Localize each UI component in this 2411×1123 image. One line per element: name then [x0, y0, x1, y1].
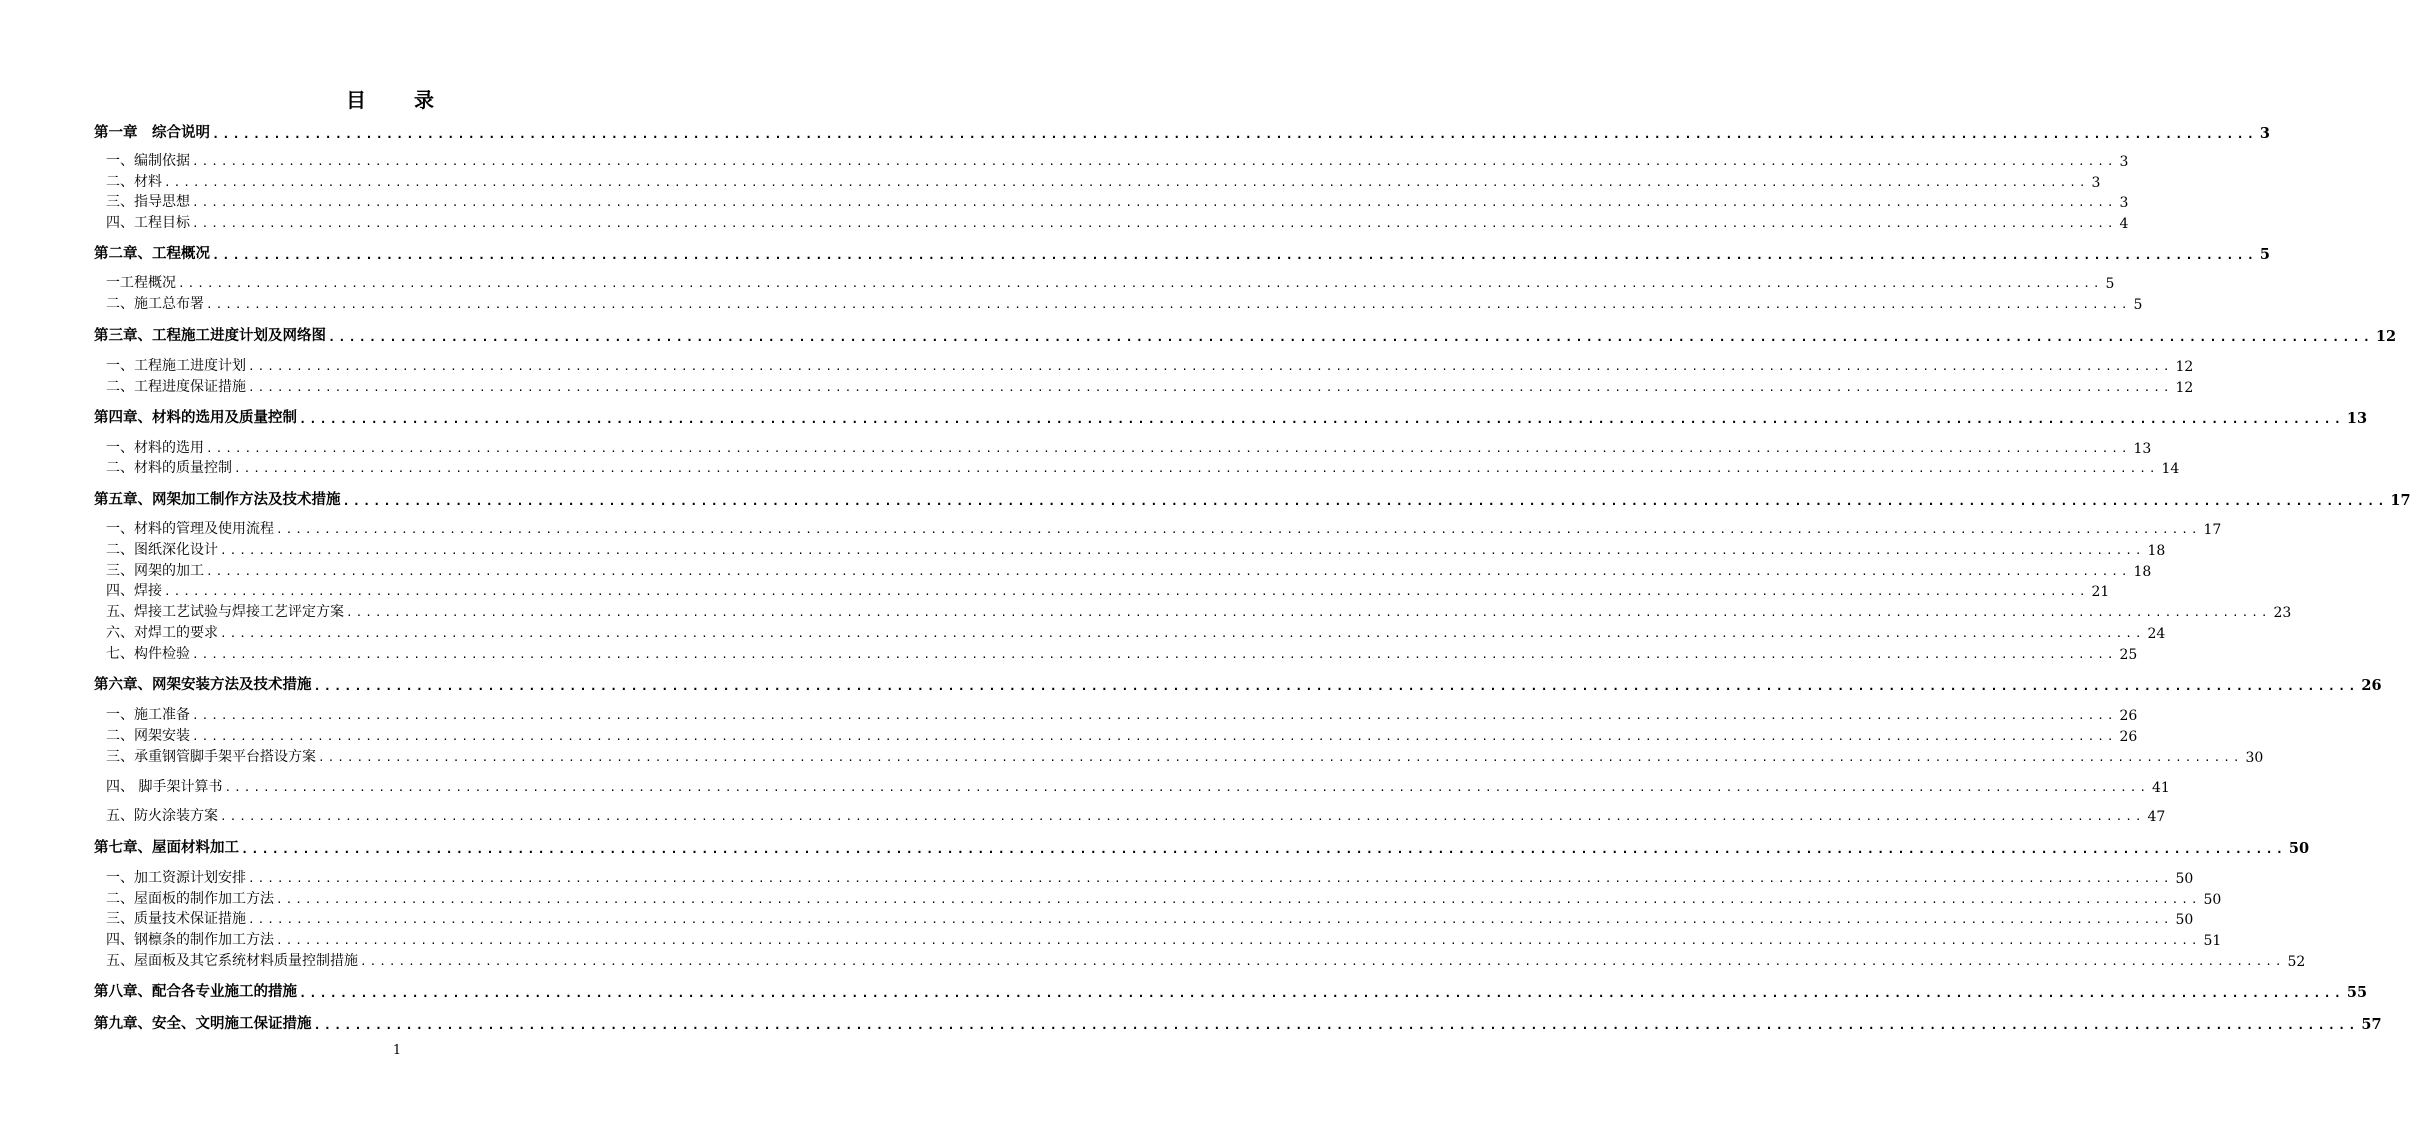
toc-entry-label: 六、对焊工的要求	[106, 625, 218, 641]
toc-dot-leader: ........................................................................................................................................................................................................	[192, 709, 2117, 722]
toc-entry-label: 五、防火涂装方案	[106, 808, 218, 824]
footer-page-number: 1	[392, 1043, 402, 1058]
toc-chapter-entry[interactable]	[94, 405, 2368, 427]
toc-entry-label: 四、 脚手架计算书	[106, 779, 223, 795]
page-title: 目 录	[346, 88, 448, 112]
toc-dot-leader: ........................................................................................................................................................................................................	[192, 217, 2117, 230]
toc-entry-label: 七、构件检验	[106, 646, 190, 662]
toc-section-entry[interactable]	[94, 537, 2166, 559]
toc-section-entry[interactable]	[94, 886, 2222, 908]
toc-entry-page-number: 5	[2259, 246, 2271, 263]
toc-section-entry[interactable]	[94, 189, 2129, 211]
toc-entry-label: 一、材料的选用	[106, 440, 204, 456]
toc-dot-leader: ........................................................................................................................................................................................................	[206, 442, 2131, 455]
toc-entry-label: 第四章、材料的选用及质量控制	[94, 409, 297, 426]
toc-entry-label: 三、质量技术保证措施	[106, 911, 246, 927]
toc-section-entry[interactable]	[94, 927, 2222, 949]
toc-entry-page-number: 17	[2390, 492, 2411, 509]
toc-section-entry[interactable]	[94, 906, 2194, 928]
toc-entry-label: 一、施工准备	[106, 707, 190, 723]
toc-chapter-entry[interactable]	[94, 241, 2271, 263]
toc-entry-page-number: 24	[2147, 626, 2166, 642]
toc-dot-leader: ........................................................................................................................................................................................................	[206, 565, 2131, 578]
toc-section-entry[interactable]	[94, 374, 2194, 396]
toc-entry-label: 三、网架的加工	[106, 563, 204, 579]
toc-dot-leader: ........................................................................................................................................................................................................	[192, 730, 2117, 743]
toc-entry-label: 二、工程进度保证措施	[106, 379, 246, 395]
toc-entry-page-number: 12	[2375, 328, 2397, 345]
toc-entry-page-number: 21	[2091, 584, 2110, 600]
toc-chapter-entry[interactable]	[94, 835, 2310, 857]
toc-dot-leader: ........................................................................................................................................................................................................	[192, 196, 2117, 209]
toc-section-entry[interactable]	[94, 435, 2152, 457]
toc-entry-label: 二、施工总布署	[106, 296, 204, 312]
toc-dot-leader: ........................................................................................................................................................................................................	[178, 277, 2103, 290]
toc-entry-page-number: 57	[2361, 1016, 2382, 1033]
toc-entry-label: 一、编制依据	[106, 153, 190, 169]
toc-entry-page-number: 26	[2119, 729, 2138, 745]
toc-dot-leader: ........................................................................................................................................................................................................	[313, 679, 2359, 693]
toc-entry-page-number: 52	[2287, 954, 2306, 970]
toc-dot-leader: ........................................................................................................................................................................................................	[220, 810, 2145, 823]
toc-entry-label: 一、加工资源计划安排	[106, 870, 246, 886]
toc-dot-leader: ........................................................................................................................................................................................................	[346, 606, 2271, 619]
toc-section-entry[interactable]	[94, 803, 2166, 825]
toc-entry-page-number: 55	[2346, 984, 2368, 1001]
toc-entry-page-number: 5	[2105, 276, 2115, 292]
toc-dot-leader: ........................................................................................................................................................................................................	[248, 360, 2173, 373]
toc-entry-label: 第二章、工程概况	[94, 245, 210, 262]
toc-entry-page-number: 25	[2119, 647, 2138, 663]
toc-entry-page-number: 13	[2133, 441, 2152, 457]
toc-entry-label: 二、材料的质量控制	[106, 460, 232, 476]
toc-dot-leader: ........................................................................................................................................................................................................	[248, 913, 2173, 926]
toc-dot-leader: ........................................................................................................................................................................................................	[299, 412, 2344, 426]
toc-dot-leader: ........................................................................................................................................................................................................	[276, 523, 2201, 536]
toc-entry-label: 二、材料	[106, 174, 162, 190]
toc-section-entry[interactable]	[94, 169, 2101, 191]
toc-section-entry[interactable]	[94, 578, 2110, 600]
toc-chapter-entry[interactable]	[94, 979, 2368, 1001]
toc-dot-leader: ........................................................................................................................................................................................................	[164, 585, 2089, 598]
toc-entry-page-number: 50	[2175, 871, 2194, 887]
toc-entry-page-number: 50	[2288, 840, 2310, 857]
toc-dot-leader: ........................................................................................................................................................................................................	[224, 781, 2149, 794]
toc-chapter-entry[interactable]	[94, 120, 2271, 142]
toc-entry-label: 第八章、配合各专业施工的措施	[94, 983, 297, 1000]
toc-section-entry[interactable]	[94, 723, 2138, 745]
toc-dot-leader: ........................................................................................................................................................................................................	[192, 648, 2117, 661]
toc-entry-page-number: 51	[2203, 933, 2222, 949]
toc-entry-page-number: 17	[2203, 522, 2222, 538]
toc-dot-leader: ........................................................................................................................................................................................................	[192, 155, 2117, 168]
toc-entry-page-number: 23	[2273, 605, 2292, 621]
toc-section-entry[interactable]	[94, 210, 2129, 232]
toc-dot-leader: ........................................................................................................................................................................................................	[164, 176, 2089, 189]
toc-dot-leader: ........................................................................................................................................................................................................	[212, 127, 2257, 141]
toc-entry-label: 五、焊接工艺试验与焊接工艺评定方案	[106, 604, 344, 620]
toc-entry-label: 第七章、屋面材料加工	[94, 839, 239, 856]
toc-entry-page-number: 50	[2175, 912, 2194, 928]
toc-section-entry[interactable]	[94, 455, 2180, 477]
toc-entry-page-number: 4	[2119, 216, 2129, 232]
toc-dot-leader: ........................................................................................................................................................................................................	[212, 248, 2257, 262]
toc-section-entry[interactable]	[94, 865, 2194, 887]
toc-section-entry[interactable]	[94, 270, 2115, 292]
toc-entry-page-number: 18	[2133, 564, 2152, 580]
toc-dot-leader: ........................................................................................................................................................................................................	[276, 934, 2201, 947]
toc-entry-label: 一、材料的管理及使用流程	[106, 521, 274, 537]
toc-dot-leader: ........................................................................................................................................................................................................	[248, 872, 2173, 885]
toc-entry-label: 一、工程施工进度计划	[106, 358, 246, 374]
toc-dot-leader: ........................................................................................................................................................................................................	[276, 893, 2201, 906]
toc-section-entry[interactable]	[94, 641, 2138, 663]
toc-chapter-entry[interactable]	[94, 487, 2411, 509]
toc-section-entry[interactable]	[94, 516, 2222, 538]
toc-entry-page-number: 12	[2175, 380, 2194, 396]
toc-entry-page-number: 30	[2245, 750, 2264, 766]
toc-dot-leader: ........................................................................................................................................................................................................	[360, 955, 2285, 968]
toc-entry-label: 四、工程目标	[106, 215, 190, 231]
toc-entry-page-number: 3	[2259, 125, 2271, 142]
toc-entry-page-number: 26	[2119, 708, 2138, 724]
toc-entry-page-number: 47	[2147, 809, 2166, 825]
toc-dot-leader: ........................................................................................................................................................................................................	[241, 842, 2286, 856]
toc-entry-label: 一工程概况	[106, 275, 176, 291]
toc-entry-page-number: 12	[2175, 359, 2194, 375]
toc-entry-label: 四、焊接	[106, 583, 162, 599]
toc-dot-leader: ........................................................................................................................................................................................................	[342, 494, 2388, 508]
toc-entry-label: 三、承重钢管脚手架平台搭设方案	[106, 749, 316, 765]
toc-chapter-entry[interactable]	[94, 1011, 2382, 1033]
toc-section-entry[interactable]	[94, 948, 2306, 970]
toc-entry-label: 第六章、网架安装方法及技术措施	[94, 676, 312, 693]
toc-section-entry[interactable]	[94, 291, 2143, 313]
toc-section-entry[interactable]	[94, 702, 2138, 724]
toc-section-entry[interactable]	[94, 148, 2129, 170]
toc-entry-label: 四、钢檩条的制作加工方法	[106, 932, 274, 948]
toc-entry-page-number: 26	[2361, 677, 2382, 694]
toc-chapter-entry[interactable]	[94, 323, 2397, 345]
toc-entry-page-number: 3	[2119, 195, 2129, 211]
toc-dot-leader: ........................................................................................................................................................................................................	[234, 462, 2159, 475]
toc-dot-leader: ........................................................................................................................................................................................................	[206, 298, 2131, 311]
toc-dot-leader: ........................................................................................................................................................................................................	[220, 627, 2145, 640]
toc-section-entry[interactable]	[94, 599, 2292, 621]
toc-dot-leader: ........................................................................................................................................................................................................	[328, 330, 2373, 344]
toc-section-entry[interactable]	[94, 744, 2264, 766]
toc-entry-label: 第三章、工程施工进度计划及网络图	[94, 327, 326, 344]
toc-entry-page-number: 50	[2203, 892, 2222, 908]
toc-entry-label: 五、屋面板及其它系统材料质量控制措施	[106, 953, 358, 969]
toc-entry-label: 第一章 综合说明	[94, 124, 210, 141]
toc-entry-page-number: 14	[2161, 461, 2180, 477]
toc-dot-leader: ........................................................................................................................................................................................................	[318, 751, 2243, 764]
toc-dot-leader: ........................................................................................................................................................................................................	[313, 1018, 2359, 1032]
toc-dot-leader: ........................................................................................................................................................................................................	[248, 381, 2173, 394]
toc-entry-page-number: 41	[2151, 780, 2170, 796]
toc-entry-label: 二、网架安装	[106, 728, 190, 744]
toc-section-entry[interactable]	[94, 620, 2166, 642]
toc-entry-page-number: 18	[2147, 543, 2166, 559]
toc-section-entry[interactable]	[94, 353, 2194, 375]
toc-chapter-entry[interactable]	[94, 672, 2382, 694]
toc-entry-label: 二、图纸深化设计	[106, 542, 218, 558]
toc-entry-label: 三、指导思想	[106, 194, 190, 210]
toc-section-entry[interactable]	[94, 558, 2152, 580]
toc-entry-label: 二、屋面板的制作加工方法	[106, 891, 274, 907]
toc-section-entry[interactable]	[94, 774, 2170, 796]
toc-dot-leader: ........................................................................................................................................................................................................	[299, 986, 2344, 1000]
toc-entry-page-number: 13	[2346, 410, 2368, 427]
toc-entry-page-number: 5	[2133, 297, 2143, 313]
toc-entry-page-number: 3	[2091, 175, 2101, 191]
toc-dot-leader: ........................................................................................................................................................................................................	[220, 544, 2145, 557]
toc-entry-label: 第五章、网架加工制作方法及技术措施	[94, 491, 341, 508]
toc-entry-page-number: 3	[2119, 154, 2129, 170]
toc-entry-label: 第九章、安全、文明施工保证措施	[94, 1015, 312, 1032]
